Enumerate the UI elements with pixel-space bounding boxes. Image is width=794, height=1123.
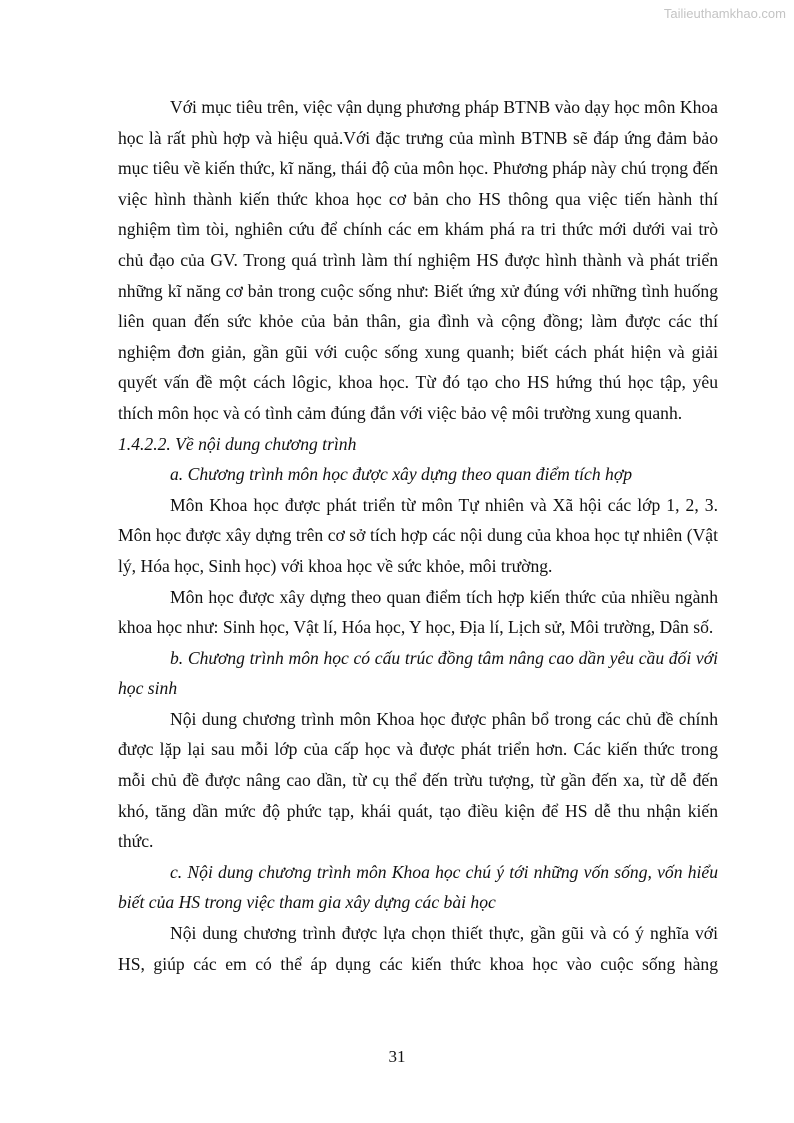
section-heading-1-4-2-2: 1.4.2.2. Về nội dung chương trình	[118, 433, 357, 454]
paragraph-integration: Môn Khoa học được phát triển từ môn Tự nhiên và Xã hội các lớp 1, 2, 3. Môn học được xây dựng trên cơ sở tích hợp các nội dung của khoa học tự nhiên (Vật lý, Hóa học, Sinh học) với khoa học về sức khỏe, môi trường.	[118, 494, 718, 576]
subheading-a: a. Chương trình môn học được xây dựng theo quan điểm tích hợp	[170, 464, 633, 485]
paragraph-objectives: Với mục tiêu trên, việc vận dụng phương pháp BTNB vào dạy học môn Khoa học là rất phù hợp và hiệu quả.Với đặc trưng của mình BTNB sẽ đáp ứng đảm bảo mục tiêu về kiến thức, kĩ năng, thái độ của môn học. Phương pháp này chú trọng đến việc hình thành kiến thức khoa học cơ bản cho HS thông qua việc tiến hành thí nghiệm tìm tòi, nghiên cứu để chính các em khám phá ra tri thức mới dưới vai trò chủ đạo của GV. Trong quá trình làm thí nghiệm HS được hình thành và phát triển những kĩ năng cơ bản trong cuộc sống như: Biết ứng xử đúng với những tình huống liên quan đến sức khỏe của bản thân, gia đình và cộng đồng; làm được các thí nghiệm đơn giản, gần gũi với cuộc sống xung quanh; biết cách phát hiện và giải quyết vấn đề một cách lôgic, khoa học. Từ đó tạo cho HS hứng thú học tập, yêu thích môn học và có tình cảm đúng đắn với việc bảo vệ môi trường xung quanh.	[118, 97, 718, 423]
paragraph-concentric-structure: Nội dung chương trình môn Khoa học được phân bổ trong các chủ đề chính được lặp lại sau mỗi lớp của cấp học và được phát triển hơn. Các kiến thức trong mỗi chủ đề được nâng cao dần, từ cụ thể đến trừu tượng, từ gần đến xa, từ dễ đến khó, tăng dần mức độ phức tạp, khái quát, tạo điều kiện để HS dễ thu nhận kiến thức.	[118, 708, 718, 852]
subheading-c: c. Nội dung chương trình môn Khoa học chú ý tới những vốn sống, vốn hiểu biết của HS trong việc tham gia xây dựng các bài học	[118, 861, 718, 913]
paragraph-disciplines: Môn học được xây dựng theo quan điểm tích hợp kiến thức của nhiều ngành khoa học như: Sinh học, Vật lí, Hóa học, Y học, Địa lí, Lịch sử, Môi trường, Dân số.	[118, 586, 718, 638]
page-body	[118, 92, 718, 979]
watermark-text: Tailieuthamkhao.com	[663, 6, 786, 21]
page-number: 31	[388, 1047, 406, 1066]
subheading-b: b. Chương trình môn học có cấu trúc đồng tâm nâng cao dần yêu cầu đối với học sinh	[118, 647, 718, 699]
paragraph-content-selection: Nội dung chương trình được lựa chọn thiết thực, gần gũi và có ý nghĩa với HS, giúp các em có thể áp dụng các kiến thức khoa học vào cuộc sống hàng	[118, 923, 718, 974]
